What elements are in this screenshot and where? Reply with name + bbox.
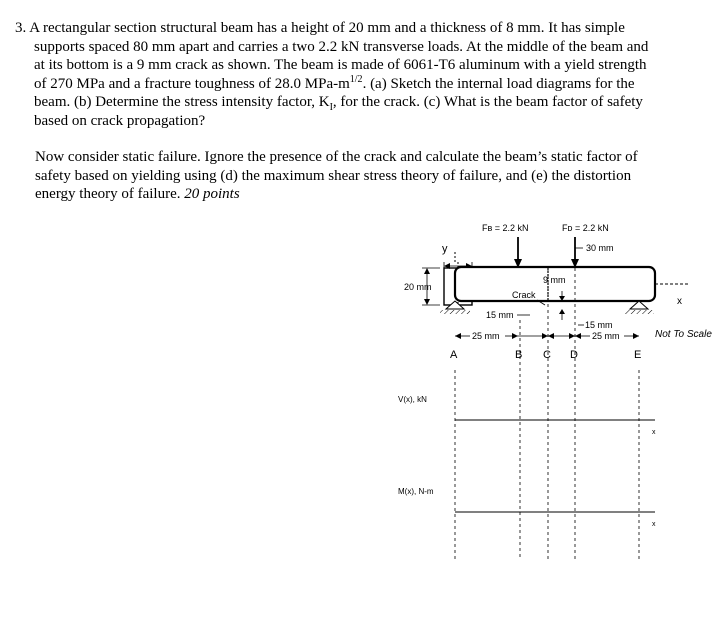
static-line-3: energy theory of failure. 20 points [35,186,240,203]
not-to-scale-note: Not To Scale [655,329,712,340]
moment-x-label: x [652,521,656,528]
crack-label: Crack [512,290,536,300]
shear-x-label: x [652,429,656,436]
point-b: B [515,349,523,361]
static-line-1: Now consider static failure. Ignore the presence of the crack and calculate the beam’s static factor of [35,149,638,165]
points-label: 20 points [184,186,240,203]
dim-30: 30 mm [586,243,614,253]
exponent: 1/2 [349,73,363,85]
point-e: E [634,349,642,361]
height-dimension: 20 mm [404,282,432,292]
span-dimensions [455,310,712,341]
load-fd [562,223,614,268]
shear-diagram [398,395,656,436]
moment-diagram [398,487,656,528]
problem-line-1: 3. A rectangular section structural beam has a height of 20 mm and a thickness of 8 mm. It has simple [15,20,625,36]
problem-line-6: based on crack propagation? [34,112,206,129]
shear-label: V(x), kN [398,395,427,404]
problem-line-4: of 270 MPa and a fracture toughness of 28.0 MPa-$m^{1/2}$. (a) Sketch the internal load diagrams for the [34,73,635,92]
y-axis-label: y [442,243,448,255]
load-fb [482,223,529,268]
moment-label: M(x), N-m [398,487,434,496]
dim-25b: 25 mm [592,331,620,341]
problem-number: 3. [15,20,27,36]
dim-15a: 15 mm [486,310,514,320]
static-line-2: safety based on yielding using (d) the maximum shear stress theory of failure, and (e) the distortion [35,167,632,184]
fb-label: Fʙ = 2.2 kN [482,223,529,233]
point-labels [450,349,641,361]
point-a: A [450,349,458,361]
dim-25a: 25 mm [472,331,500,341]
point-d: D [570,349,578,361]
crack-depth: 9 mm [543,275,566,285]
problem-line-3: at its bottom is a 9 mm crack as shown. The beam is made of 6061-T6 aluminum with a yield strength [34,57,647,74]
subscript: I [329,102,333,114]
beam [455,267,690,307]
point-c: C [543,349,551,361]
reference-lines [455,268,642,560]
problem-line-5: beam. (b) Determine the stress intensity factor, $K_I$, for the crack. (c) What is the beam factor of safety [34,94,643,114]
problem-line-2: supports spaced 80 mm apart and carries a two 2.2 kN transverse loads. At the middle of the beam and [34,38,649,55]
x-axis-label: x [677,296,682,307]
support-e [624,301,654,314]
dim-15b: 15 mm [585,320,613,330]
fd-label: Fᴅ = 2.2 kN [562,223,609,233]
